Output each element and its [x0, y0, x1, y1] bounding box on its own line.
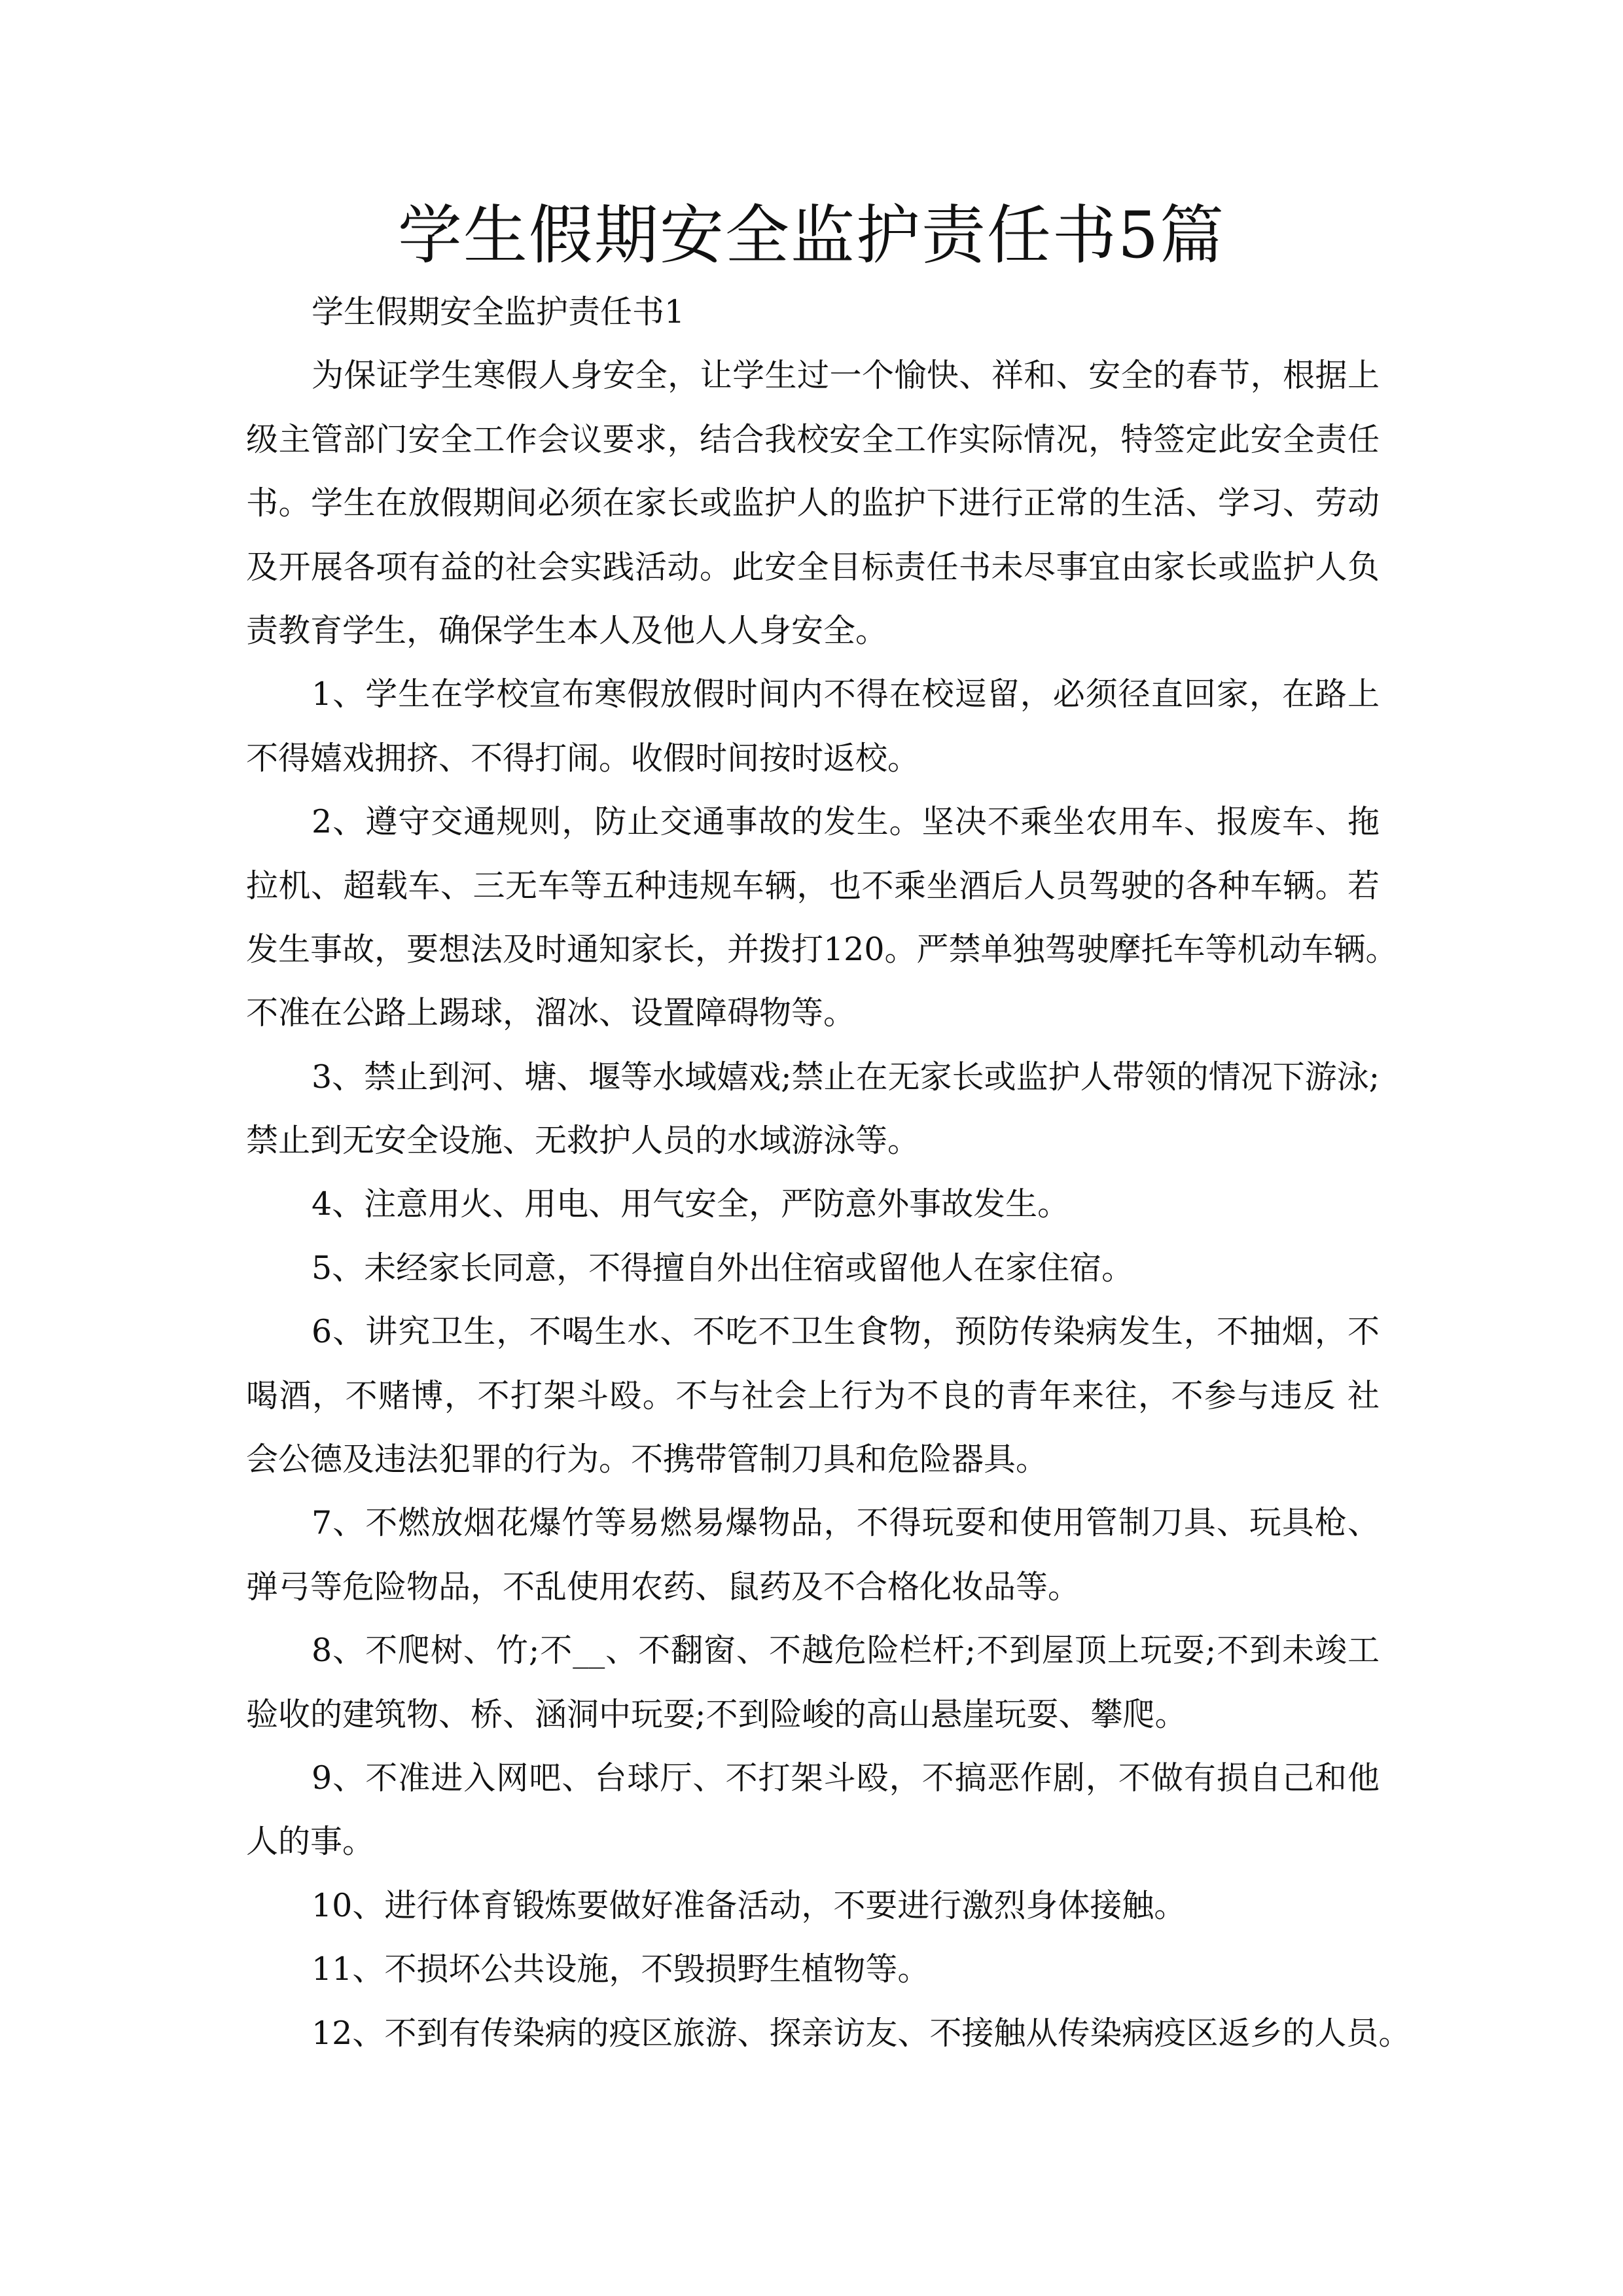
paragraph-line: 1、学生在学校宣布寒假放假时间内不得在校逗留，必须径直回家，在路上 [312, 675, 1380, 713]
paragraph-line: 9、不准进入网吧、台球厅、不打架斗殴，不搞恶作剧，不做有损自己和他 [312, 1759, 1380, 1797]
paragraph-line: 为保证学生寒假人身安全，让学生过一个愉快、祥和、安全的春节，根据上 [312, 357, 1380, 395]
paragraph-line: 5、未经家长同意，不得擅自外出住宿或留他人在家住宿。 [312, 1249, 1134, 1287]
paragraph-line: 及开展各项有益的社会实践活动。此安全目标责任书未尽事宜由家长或监护人负 [246, 548, 1380, 586]
paragraph-line: 不得嬉戏拥挤、不得打闹。收假时间按时返校。 [246, 739, 920, 777]
paragraph-line: 责教育学生，确保学生本人及他人人身安全。 [246, 611, 888, 649]
paragraph-line: 会公德及违法犯罪的行为。不携带管制刀具和危险器具。 [246, 1441, 1048, 1479]
paragraph-line: 10、进行体育锻炼要做好准备活动，不要进行激烈身体接触。 [312, 1886, 1186, 1924]
paragraph-line: 8、不爬树、竹;不__、不翻窗、不越危险栏杆;不到屋顶上玩耍;不到未竣工 [312, 1632, 1380, 1670]
document-title: 学生假期安全监护责任书5篇 [397, 198, 1226, 273]
paragraph-line: 12、不到有传染病的疫区旅游、探亲访友、不接触从传染病疫区返乡的人员。 [312, 2014, 1411, 2052]
paragraph-line: 验收的建筑物、桥、涵洞中玩耍;不到险峻的高山悬崖玩耍、攀爬。 [246, 1695, 1187, 1733]
paragraph-line: 4、注意用火、用电、用气安全，严防意外事故发生。 [312, 1185, 1070, 1223]
paragraph-line: 11、不损坏公共设施，不毁损野生植物等。 [312, 1950, 930, 1988]
paragraph-line: 级主管部门安全工作会议要求，结合我校安全工作实际情况，特签定此安全责任 [246, 420, 1380, 458]
paragraph-line: 2、遵守交通规则，防止交通事故的发生。坚决不乘坐农用车、报废车、拖 [312, 803, 1380, 841]
paragraph-line: 3、禁止到河、塘、堰等水域嬉戏;禁止在无家长或监护人带领的情况下游泳; [312, 1058, 1380, 1096]
paragraph-line: 人的事。 [246, 1823, 375, 1861]
paragraph-line: 6、讲究卫生，不喝生水、不吃不卫生食物，预防传染病发生，不抽烟，不 [312, 1313, 1380, 1351]
paragraph-line: 发生事故，要想法及时通知家长，并拨打120。严禁单独驾驶摩托车等机动车辆。 [246, 930, 1398, 968]
paragraph-line: 禁止到无安全设施、无救护人员的水域游泳等。 [246, 1122, 920, 1160]
paragraph-line: 书。学生在放假期间必须在家长或监护人的监护下进行正常的生活、学习、劳动 [246, 484, 1380, 522]
paragraph-line: 不准在公路上踢球，溜冰、设置障碍物等。 [246, 994, 856, 1032]
document-body [246, 280, 1411, 2065]
paragraph-line: 7、不燃放烟花爆竹等易燃易爆物品，不得玩耍和使用管制刀具、玩具枪、 [312, 1504, 1380, 1542]
section-heading: 学生假期安全监护责任书1 [312, 293, 685, 331]
paragraph-line: 拉机、超载车、三无车等五种违规车辆，也不乘坐酒后人员驾驶的各种车辆。若 [246, 867, 1380, 905]
paragraph-line: 弹弓等危险物品，不乱使用农药、鼠药及不合格化妆品等。 [246, 1568, 1080, 1605]
paragraph-line: 喝酒，不赌博，不打架斗殴。不与社会上行为不良的青年来往，不参与违反 社 [246, 1376, 1380, 1414]
